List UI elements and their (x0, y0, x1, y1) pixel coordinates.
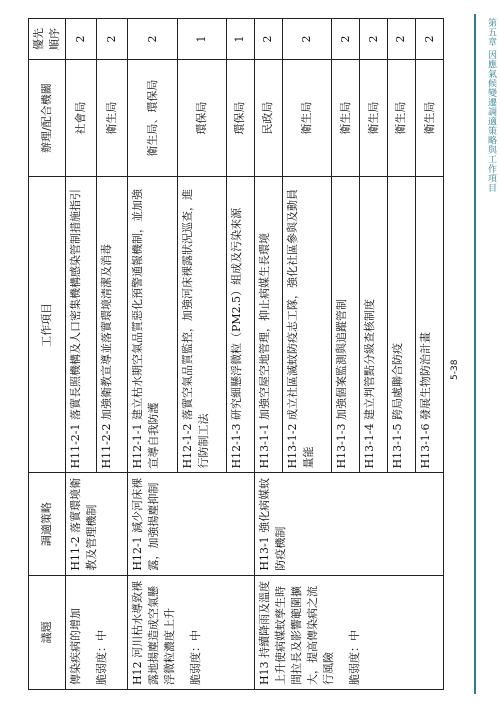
adaptation-strategy-table (28, 18, 444, 690)
column-header-issue: 議題 (29, 575, 66, 689)
work-item-cell: H13-1-6 發展生物防治計畫 (415, 177, 443, 473)
work-item-cell: H13-1-4 建立判管點分級查核制度 (360, 177, 388, 473)
table-row (254, 19, 282, 690)
issue-cell (254, 575, 443, 689)
agency-cell: 衛生局、環保局 (128, 59, 177, 176)
work-item-cell: H12-1-1 建立枯水期空氣品質惡化預警通報機制，並加強宣導自我防護 (128, 177, 177, 473)
priority-cell: 2 (282, 19, 331, 60)
agency-cell: 環保局 (177, 59, 226, 176)
agency-cell: 民政局 (254, 59, 282, 176)
column-header-work-item: 工作項目 (29, 177, 66, 473)
priority-cell: 2 (387, 19, 415, 60)
work-item-cell: H13-1-2 成立社區滅蚊防疫志工隊，強化社區參與及動員量能 (282, 177, 331, 473)
column-header-agency: 辦理/配合機關 (29, 59, 66, 176)
strategy-cell: H11-2 落實環境衛教及管理機制 (65, 473, 128, 575)
priority-cell: 1 (226, 19, 254, 60)
issue-text: 傳染疾病的增加 (68, 608, 82, 685)
priority-cell: 2 (254, 19, 282, 60)
work-item-cell: H13-1-5 跨局處聯合防疫 (387, 177, 415, 473)
work-item-cell: H12-1-2 落實空氣品質監控，加強河床裸露狀況巡查，進行防制工法 (177, 177, 226, 473)
priority-cell: 2 (415, 19, 443, 60)
work-item-cell: H13-1-1 加強空屋空地管理，抑止病媒生長環境 (254, 177, 282, 473)
column-header-priority: 優先順序 (29, 19, 66, 60)
agency-cell: 衛生局 (332, 59, 360, 176)
issue-cell (128, 575, 254, 689)
agency-cell: 衛生局 (387, 59, 415, 176)
agency-cell: 環保局 (226, 59, 254, 176)
issue-text: H12 河川枯水導致裸露地揚塵造成空氣懸浮微粒濃度上升 (131, 580, 177, 685)
chapter-header-title: 第五章 因應氣候變遷調適策略與工作項目 (486, 18, 496, 193)
rotated-page-content (28, 18, 468, 690)
work-item-cell: H11-2-2 加強衛教宣導並落實環境清潔及消毒 (97, 177, 128, 473)
priority-cell: 1 (177, 19, 226, 60)
table-row (65, 19, 96, 690)
agency-cell: 衛生局 (282, 59, 331, 176)
work-item-cell: H11-2-1 落實長照機構及人口密集機構感染管制措施指引 (65, 177, 96, 473)
page-number: 5-38 (450, 359, 460, 380)
priority-cell: 2 (332, 19, 360, 60)
issue-text: H13 持續降雨及溫度上升使病媒蚊孳生時間拉長及影響範圍擴大，提高傳染病之流行風險 (257, 580, 335, 685)
priority-cell: 2 (360, 19, 388, 60)
agency-cell: 社會局 (65, 59, 96, 176)
issue-vulnerability: 脆弱度：中 (94, 630, 108, 685)
priority-cell: 2 (65, 19, 96, 60)
agency-cell: 衛生局 (97, 59, 128, 176)
strategy-cell: H12-1 減少河床裸露，加強揚塵抑制 (128, 473, 254, 575)
strategy-cell: H13-1 強化病媒蚊防疫機制 (254, 473, 443, 575)
agency-cell: 衛生局 (360, 59, 388, 176)
work-item-cell: H12-1-3 研究細懸浮微粒（PM2.5）組成及污染來源 (226, 177, 254, 473)
priority-cell: 2 (128, 19, 177, 60)
work-item-cell: H13-1-3 加強個案監測與追蹤管制 (332, 177, 360, 473)
table-row (128, 19, 177, 690)
column-header-strategy: 調適策略 (29, 473, 66, 575)
agency-cell: 衛生局 (415, 59, 443, 176)
priority-cell: 2 (97, 19, 128, 60)
issue-cell (65, 575, 128, 689)
issue-vulnerability: 脆弱度：中 (347, 630, 361, 685)
table-header-row (29, 19, 66, 690)
issue-vulnerability: 脆弱度：中 (189, 630, 203, 685)
